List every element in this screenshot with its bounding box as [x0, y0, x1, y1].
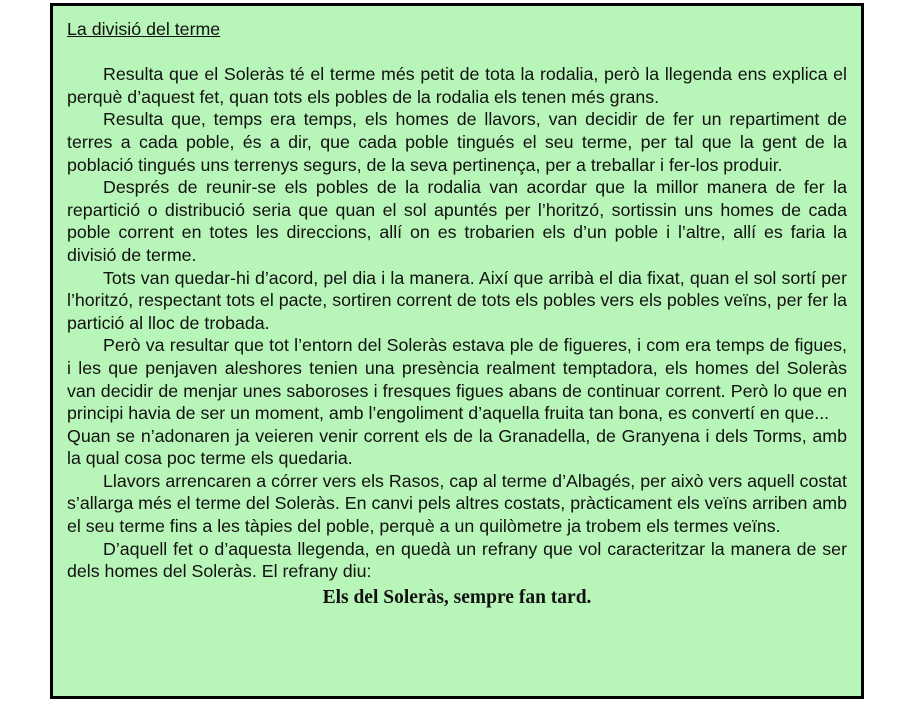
document-title: La divisió del terme — [67, 19, 221, 39]
paragraph-4: Tots van quedar-hi d’acord, pel dia i la manera. Així que arribà el dia fixat, quan el sol sortí per l’horitzó, respectant tots el pacte, sortiren corrent de tots els pobles vers els pobles veïns, per fer la partició al lloc de trobada. — [67, 267, 847, 333]
paragraph-5: Però va resultar que tot l’entorn del Soleràs estava ple de figueres, i com era temps de figues, i les que penjaven aleshores tenien una presència realment temptadora, els homes del Soleràs van decidir de menjar unes saboroses i fresques figues abans de continuar corrent. Però lo que en principi havia de ser un moment, amb l’engoliment d’aquella fruita tan bona, es convertí en que... — [67, 335, 847, 424]
document-box — [50, 3, 864, 699]
paragraph-3: Després de reunir-se els pobles de la rodalia van acordar que la millor manera de fer la repartició o distribució seria que quan el sol apuntés per l’horitzó, sortissin uns homes de cada poble corrent en totes les direccions, allí on es trobarien els d’un poble i l’altre, allí es faria la divisió de terme. — [67, 177, 847, 265]
paragraph-1: Resulta que el Soleràs té el terme més petit de tota la rodalia, però la llegenda ens explica el perquè d’aquest fet, quan tots els pobles de la rodalia els tenen més grans. — [67, 64, 847, 107]
paragraph-8: D’aquell fet o d’aquesta llegenda, en quedà un refrany que vol caracteritzar la manera de ser dels homes del Soleràs. El refrany diu: — [67, 538, 847, 582]
paragraph-7: Llavors arrencaren a córrer vers els Rasos, cap al terme d’Albagés, per això vers aquell costat s’allarga més el terme del Soleràs. En canvi pels altres costats, pràcticament els veïns arriben amb el seu terme fins a les tàpies del poble, perquè a un quilòmetre ja trobem els termes veïns. — [67, 470, 847, 537]
document-content — [67, 18, 847, 611]
paragraph-2: Resulta que, temps era temps, els homes de llavors, van decidir de fer un repartiment de terres a cada poble, és a dir, que cada poble tingués el seu terme, per tal que la gent de la població tingués uns terrenys segurs, de la seva pertinença, per a treballar i fer-los produir. — [67, 109, 847, 175]
refrany-quote: Els del Soleràs, sempre fan tard. — [322, 586, 592, 608]
paragraph-6: Quan se n’adonaren ja veieren venir corrent els de la Granadella, de Granyena i dels Torms, amb la qual cosa poc terme els quedaria. — [67, 425, 847, 469]
